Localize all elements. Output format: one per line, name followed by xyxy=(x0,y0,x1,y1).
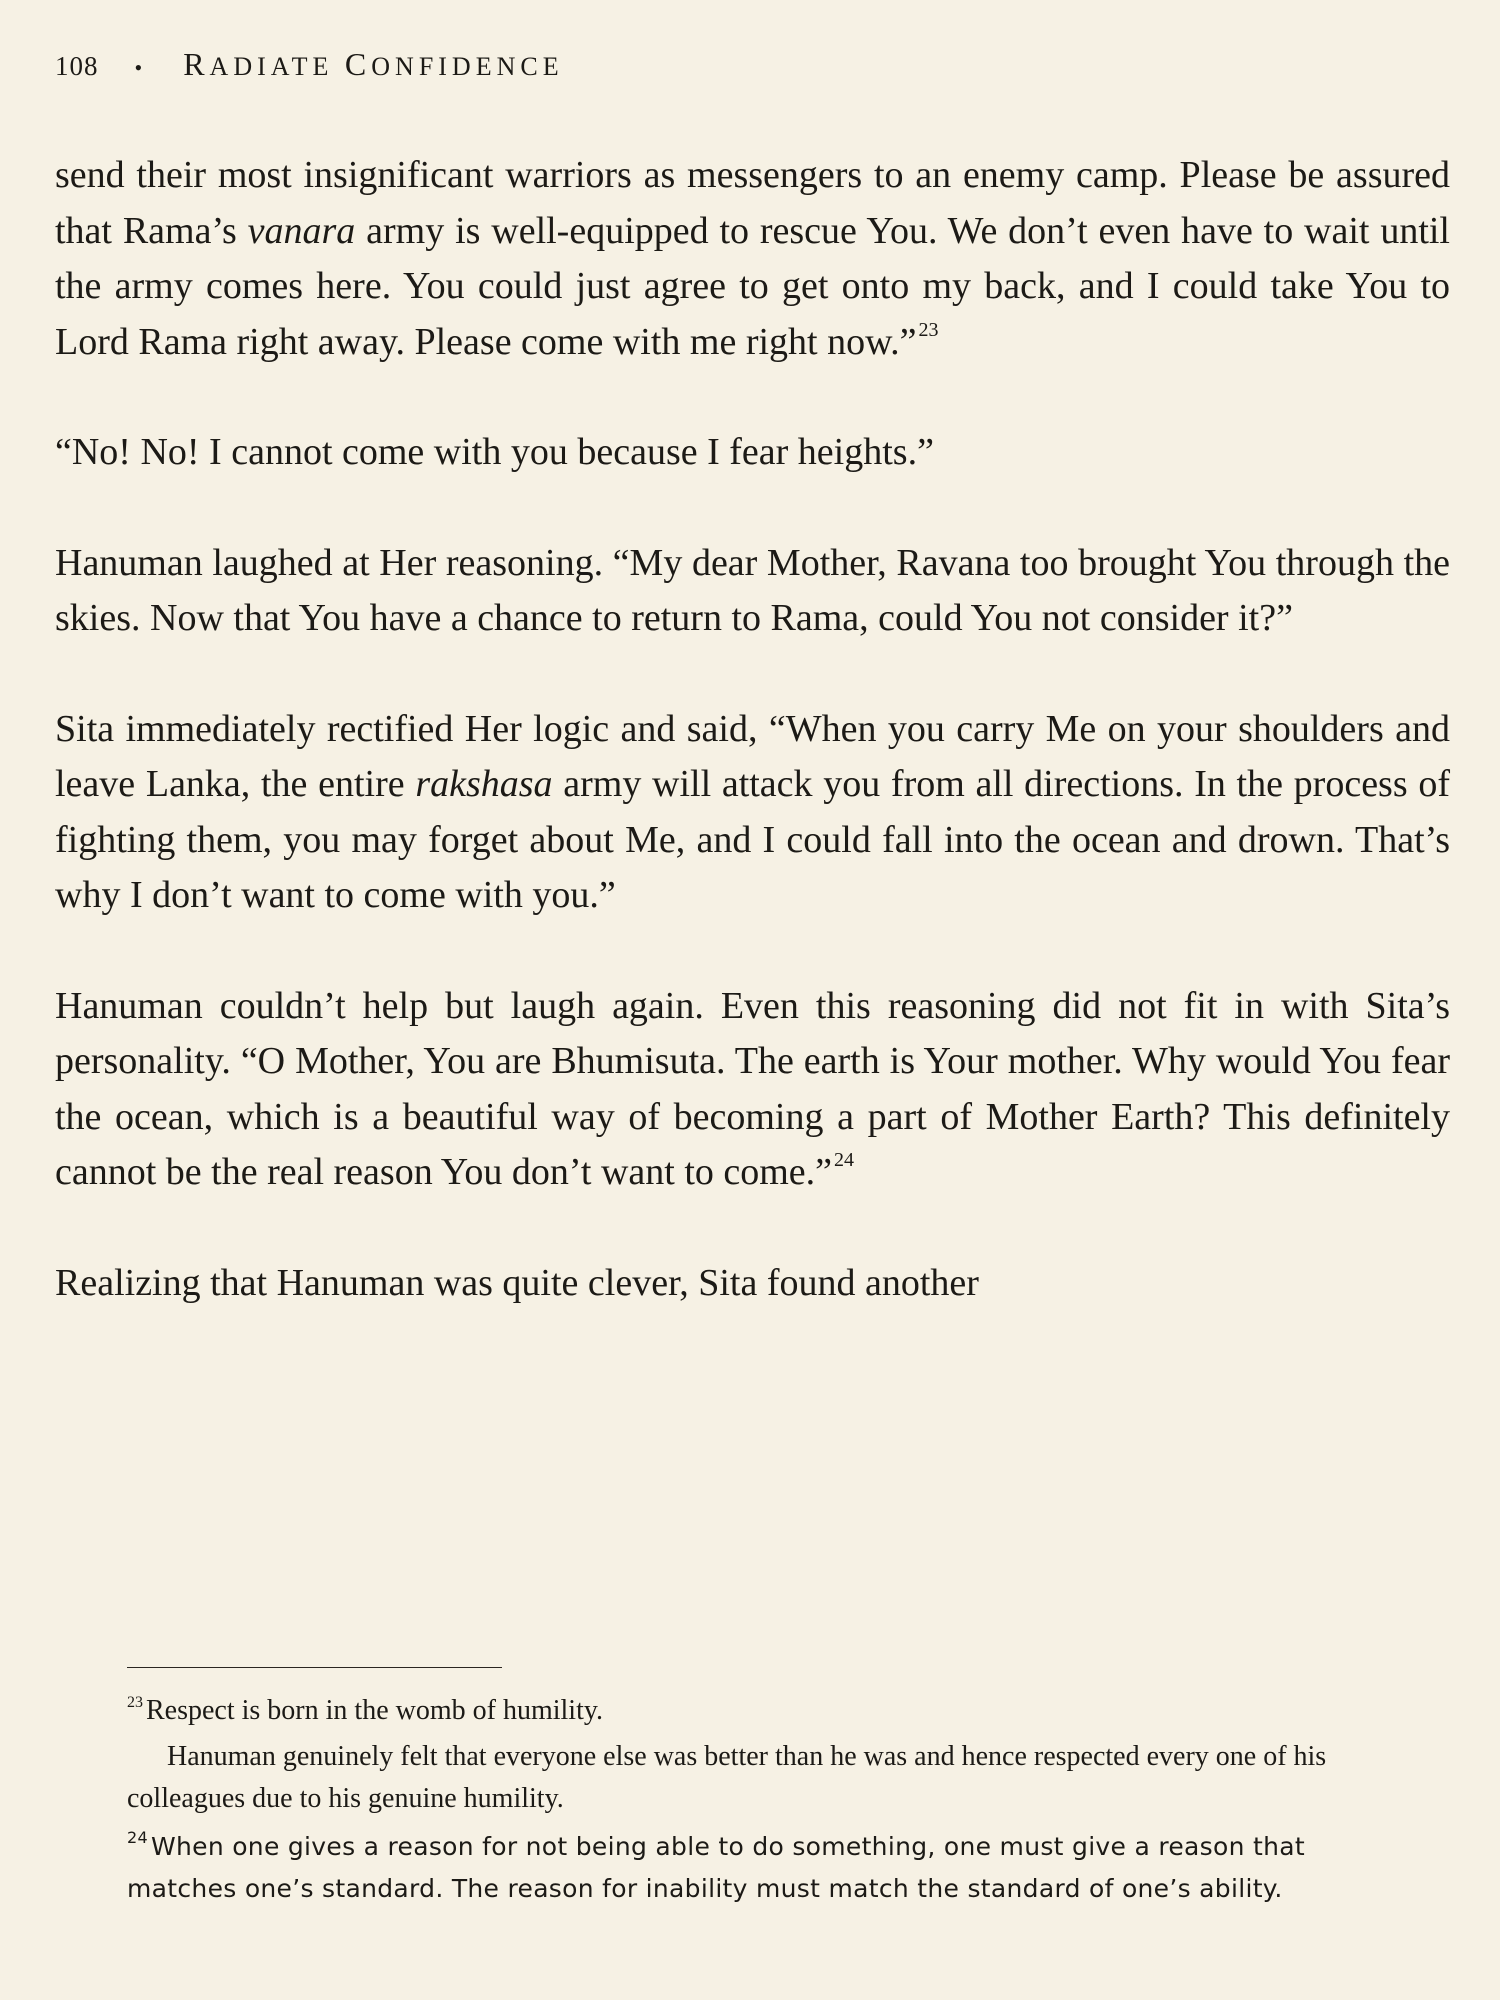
paragraph-6: Realizing that Hanuman was quite clever, Sita found another xyxy=(55,1261,979,1304)
footnote-23: $^{23}$ Respect is born in the womb of humility. xyxy=(127,1694,604,1726)
paragraph-1: send their most insignificant warriors as messengers to an enemy camp. Please be assured that Rama’s vanara army is well-equipped to rescue You. We don’t even have to wait until the army comes here. You could just agree to get onto my back, and I could take You to Lord Rama right away. Please come with me right now.” $^{23}$ xyxy=(55,154,1450,363)
body-text xyxy=(55,148,1450,1311)
footnote-ref-23: 23 xyxy=(918,318,939,341)
footnote-divider xyxy=(127,1667,502,1668)
paragraph-5: Hanuman couldn’t help but laugh again. Even this reasoning did not fit in with Sita’s personality. “O Mother, You are Bhumisuta. The earth is Your mother. Why would You fear the ocean, which is a beautiful way of becoming a part of Mother Earth? This definitely cannot be the real reason You don’t want to come.” $^{24}$ xyxy=(55,984,1450,1193)
footnote-23-body: Hanuman genuinely felt that everyone else was better than he was and hence respected every one of his colleagues due to his genuine humility. xyxy=(127,1741,1327,1814)
header-separator: • xyxy=(134,55,144,80)
footnote-24: $^{24}$ When one gives a reason for not being able to do something, one must give a reason that matches one’s standard. The reason for inability must match the standard of one’s ability. xyxy=(127,1828,1305,1903)
page-number: 108 xyxy=(55,51,99,81)
running-title: RADIATE CONFIDENCE xyxy=(183,46,564,82)
paragraph-4: Sita immediately rectified Her logic and said, “When you carry Me on your shoulders and leave Lanka, the entire rakshasa army will attack you from all directions. In the process of fighting them, you may forget about Me, and I could fall into the ocean and drown. That’s why I don’t want to come with you.” xyxy=(55,707,1450,916)
paragraph-3: Hanuman laughed at Her reasoning. “My dear Mother, Ravana too brought You through the skies. Now that You have a chance to return to Rama, could You not consider it?” xyxy=(55,541,1450,639)
paragraph-2: “No! No! I cannot come with you because I fear heights.” xyxy=(55,431,934,473)
running-header xyxy=(55,46,564,83)
footnote-ref-24: 24 xyxy=(834,1149,855,1171)
footnotes xyxy=(127,1690,1387,1914)
